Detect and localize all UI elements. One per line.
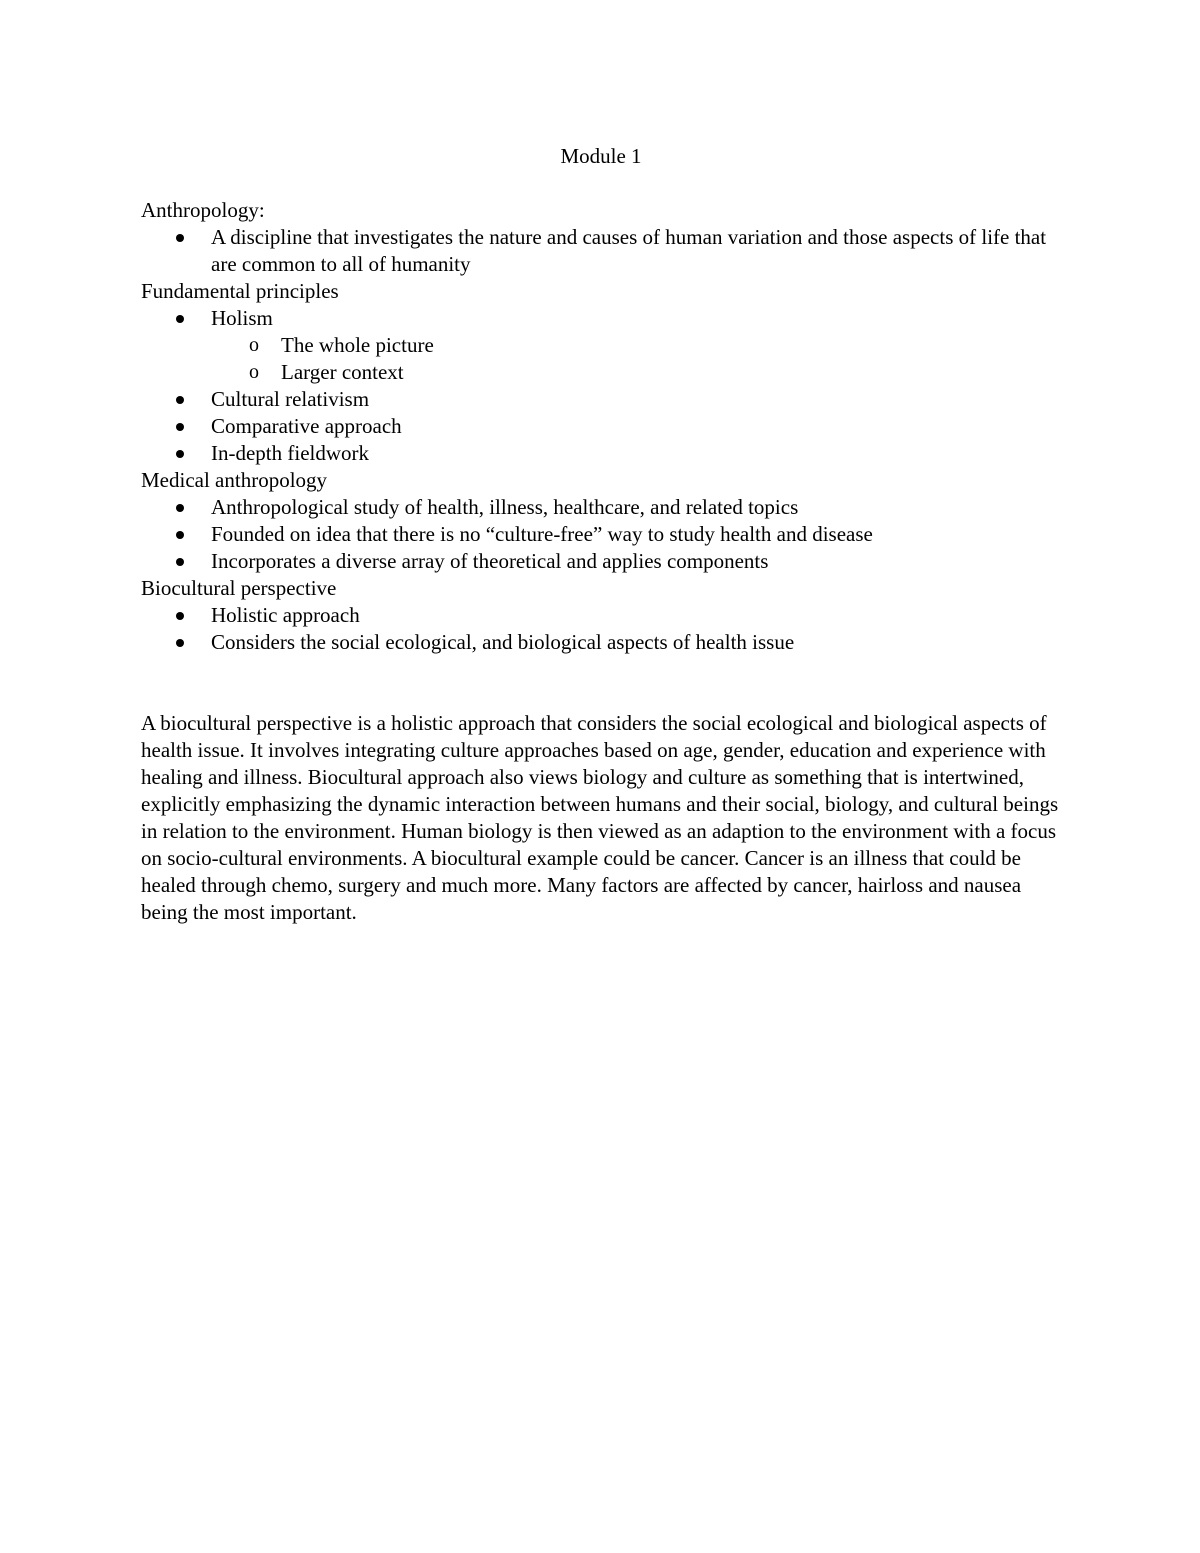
anthropology-list [141,224,1061,278]
section-heading-fundamental-principles: Fundamental principles [141,279,339,303]
medical-anthropology-list [141,494,1061,575]
fundamental-principles-list [141,305,1061,467]
sublist-item: o The whole picture [211,332,1061,359]
section-heading-biocultural-perspective: Biocultural perspective [141,576,337,600]
sublist-item: o Larger context [211,359,1061,386]
list-item: Considers the social ecological, and biological aspects of health issue [141,629,1061,656]
page-title: Module 1 [560,144,642,168]
list-item: A discipline that investigates the nature and causes of human variation and those aspects of life that are common to all of humanity [141,224,1061,278]
holism-sublist [211,332,1061,386]
document-body [141,143,1061,926]
list-item: Comparative approach [141,413,1061,440]
section-heading-medical-anthropology: Medical anthropology [141,468,328,492]
list-item-holism [141,305,1061,386]
section-heading-anthropology: Anthropology: [141,198,265,222]
list-item: Anthropological study of health, illness, healthcare, and related topics [141,494,1061,521]
list-item: Cultural relativism [141,386,1061,413]
list-item-label: Holism [211,306,273,330]
list-item: Incorporates a diverse array of theoretical and applies components [141,548,1061,575]
biocultural-perspective-list [141,602,1061,656]
list-item: Founded on idea that there is no “culture-free” way to study health and disease [141,521,1061,548]
body-paragraph: A biocultural perspective is a holistic approach that considers the social ecological and biological aspects of health issue. It involves integrating culture approaches based on age, gender, education and experience with healing and illness. Biocultural approach also views biology and culture as something that is intertwined, explicitly emphasizing the dynamic interaction between humans and their social, biology, and cultural beings in relation to the environment. Human biology is then viewed as an adaption to the environment with a focus on socio-cultural environments. A biocultural example could be cancer. Cancer is an illness that could be healed through chemo, surgery and much more. Many factors are affected by cancer, hairloss and nausea being the most important. [141,711,1059,924]
list-item: In-depth fieldwork [141,440,1061,467]
list-item: Holistic approach [141,602,1061,629]
